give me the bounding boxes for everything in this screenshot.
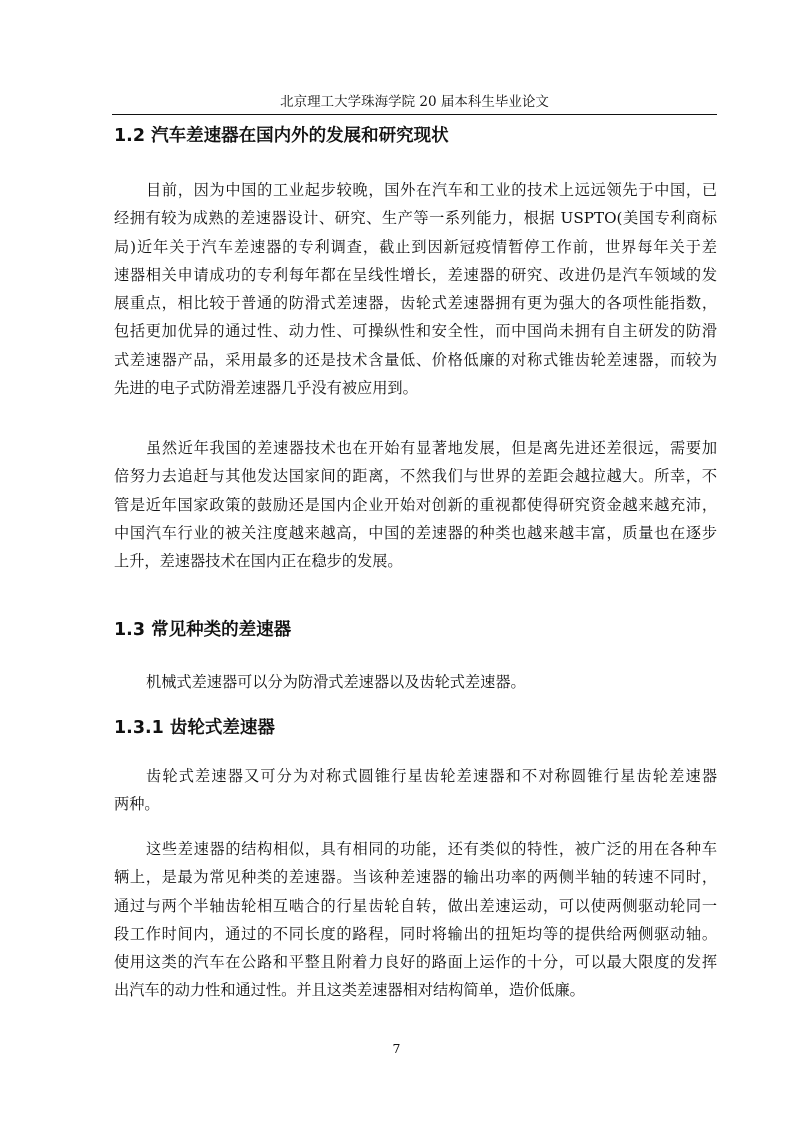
section-heading-1-2: 1.2 汽车差速器在国内外的发展和研究现状 bbox=[114, 126, 449, 146]
text-line: 局)近年关于汽车差速器的专利调查，截止到因新冠疫情暂停工作前，世界每年关于差 bbox=[114, 237, 717, 256]
text-line: 使用这类的汽车在公路和平整且附着力良好的路面上运作的十分，可以最大限度的发挥 bbox=[114, 953, 717, 972]
text-line: 速器相关申请成功的专利每年都在呈线性增长，差速器的研究、改进仍是汽车领域的发 bbox=[114, 265, 717, 284]
text-line: 这些差速器的结构相似，具有相同的功能，还有类似的特性，被广泛的用在各种车 bbox=[146, 840, 717, 858]
text-line: 齿轮式差速器又可分为对称式圆锥行星齿轮差速器和不对称圆锥行星齿轮差速器 bbox=[146, 767, 717, 785]
section-heading-1-3: 1.3 常见种类的差速器 bbox=[114, 620, 292, 640]
text-line: 辆上，是最为常见种类的差速器。当该种差速器的输出功率的两侧半轴的转速不同时， bbox=[114, 868, 717, 887]
paragraph-1-2-a bbox=[114, 176, 717, 402]
paragraph-1-3-1-b bbox=[114, 835, 717, 1005]
paragraph-1-3-a bbox=[114, 668, 717, 696]
text-line: 管是近年国家政策的鼓励还是国内企业开始对创新的重视都使得研究资金越来越充沛， bbox=[114, 495, 717, 514]
text-line: 上升，差速器技术在国内正在稳步的发展。 bbox=[114, 552, 403, 571]
text-line: 两种。 bbox=[114, 795, 160, 814]
paragraph-1-3-1-a bbox=[114, 762, 717, 819]
text-line: 出汽车的动力性和通过性。并且这类差速器相对结构简单，造价低廉。 bbox=[114, 981, 585, 1000]
text-line: 目前，因为中国的工业起步较晚，国外在汽车和工业的技术上远远领先于中国，已 bbox=[146, 181, 717, 199]
text-line: 倍努力去追赶与其他发达国家间的距离，不然我们与世界的差距会越拉越大。所幸，不 bbox=[114, 467, 717, 486]
text-line: 展重点，相比较于普通的防滑式差速器，齿轮式差速器拥有更为强大的各项性能指数， bbox=[114, 294, 717, 313]
text-line: 虽然近年我国的差速器技术也在开始有显著地发展，但是离先进还差很远，需要加 bbox=[146, 439, 717, 457]
header-rule bbox=[112, 114, 717, 115]
text-line: 机械式差速器可以分为防滑式差速器以及齿轮式差速器。 bbox=[146, 673, 526, 691]
running-header: 北京理工大学珠海学院 20 届本科生毕业论文 bbox=[280, 94, 549, 110]
text-line: 式差速器产品，采用最多的还是技术含量低、价格低廉的对称式锥齿轮差速器，而较为 bbox=[114, 350, 717, 369]
section-heading-1-3-1: 1.3.1 齿轮式差速器 bbox=[114, 718, 275, 738]
paragraph-1-2-b bbox=[114, 434, 717, 575]
text-line: 通过与两个半轴齿轮相互啮合的行星齿轮自转，做出差速运动，可以使两侧驱动轮同一 bbox=[114, 896, 717, 915]
text-line: 中国汽车行业的被关注度越来越高，中国的差速器的种类也越来越丰富，质量也在逐步 bbox=[114, 523, 717, 542]
page-number: 7 bbox=[392, 1041, 401, 1056]
text-line: 经拥有较为成熟的差速器设计、研究、生产等一系列能力，根据 USPTO(美国专利商标 bbox=[114, 209, 717, 228]
text-line: 段工作时间内，通过的不同长度的路程，同时将输出的扭矩均等的提供给两侧驱动轴。 bbox=[114, 924, 717, 943]
text-line: 先进的电子式防滑差速器几乎没有被应用到。 bbox=[114, 379, 418, 398]
text-line: 包括更加优异的通过性、动力性、可操纵性和安全性，而中国尚未拥有自主研发的防滑 bbox=[114, 322, 717, 341]
